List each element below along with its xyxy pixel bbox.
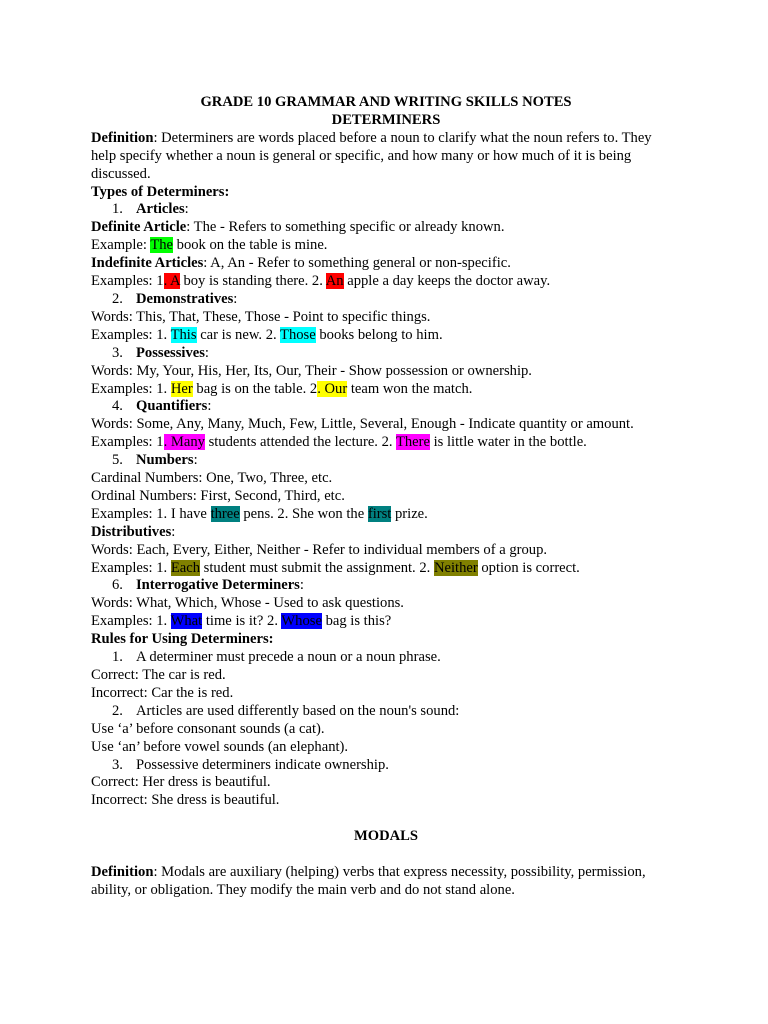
- words-line: Words: This, That, These, Those - Point to specific things.: [91, 308, 431, 325]
- words-line: Words: What, Which, Whose - Used to ask questions.: [91, 595, 404, 612]
- example-text: prize.: [391, 505, 428, 522]
- types-heading: Types of Determiners:: [91, 183, 230, 200]
- list-item-numbers: [91, 452, 681, 470]
- list-number: 5.: [112, 452, 123, 469]
- rule-item: [91, 757, 681, 775]
- list-number: 4.: [112, 398, 123, 415]
- highlight: There: [395, 434, 430, 451]
- document-page: [91, 94, 681, 900]
- example-line: [91, 273, 681, 291]
- incorrect-line: Incorrect: She dress is beautiful.: [91, 792, 280, 809]
- section-heading-determiners: DETERMINERS: [331, 111, 441, 128]
- spacer: [91, 846, 681, 864]
- ordinal-line: Ordinal Numbers: First, Second, Third, etc.: [91, 487, 345, 504]
- example-line: [91, 506, 681, 524]
- definition-text: : Determiners are words placed before a noun to clarify what the noun refers to. They: [153, 129, 652, 146]
- correct-line: Correct: Her dress is beautiful.: [91, 774, 271, 791]
- definition-paragraph: [91, 130, 681, 184]
- spacer: [91, 810, 681, 828]
- rule-item: [91, 703, 681, 721]
- highlight: The: [150, 237, 174, 254]
- list-heading: Interrogative Determiners: [136, 577, 300, 594]
- document-title: GRADE 10 GRAMMAR AND WRITING SKILLS NOTES: [200, 94, 572, 110]
- example-text: Examples: 1.: [91, 613, 171, 630]
- highlight: . Many: [163, 434, 205, 451]
- rule-item: [91, 649, 681, 667]
- colon: :: [184, 201, 189, 218]
- list-heading: Articles: [136, 201, 185, 218]
- indefinite-article-label: Indefinite Articles: [91, 255, 204, 272]
- example-text: pens. 2. She won the: [239, 505, 368, 522]
- colon: :: [233, 290, 238, 307]
- definite-article-text: : The - Refers to something specific or already known.: [186, 219, 505, 236]
- highlight: first: [367, 505, 392, 522]
- definition-text-2: help specify whether a noun is general or specific, and how many or how much of it is being: [91, 147, 632, 164]
- list-number: 6.: [112, 577, 123, 594]
- highlight: . A: [163, 273, 180, 290]
- definition-text-2: ability, or obligation. They modify the main verb and do not stand alone.: [91, 882, 515, 899]
- list-number: 2.: [112, 702, 123, 719]
- example-text: team won the match.: [347, 380, 473, 397]
- example-text: option is correct.: [477, 559, 580, 576]
- highlight: . Our: [317, 380, 348, 397]
- example-text: Examples: 1: [91, 434, 164, 451]
- highlight: Neither: [433, 559, 478, 576]
- example-line: [91, 434, 681, 452]
- example-text: bag is this?: [321, 613, 392, 630]
- words-line: Words: Each, Every, Either, Neither - Refer to individual members of a group.: [91, 541, 548, 558]
- list-number: 1.: [112, 649, 123, 666]
- example-text: Examples: 1.: [91, 559, 171, 576]
- section-heading-modals: MODALS: [353, 828, 419, 845]
- highlight: An: [325, 273, 344, 290]
- example-text: Example:: [91, 237, 151, 254]
- colon: :: [171, 523, 176, 540]
- example-text: apple a day keeps the doctor away.: [343, 273, 551, 290]
- cardinal-line: Cardinal Numbers: One, Two, Three, etc.: [91, 470, 333, 487]
- example-text: book on the table is mine.: [173, 237, 328, 254]
- highlight: Her: [170, 380, 193, 397]
- list-number: 3.: [112, 756, 123, 773]
- list-number: 2.: [112, 290, 123, 307]
- colon: :: [193, 452, 198, 469]
- example-text: books belong to him.: [315, 326, 443, 343]
- list-number: 1.: [112, 201, 123, 218]
- list-heading: Numbers: [136, 452, 194, 469]
- correct-line: Correct: The car is red.: [91, 667, 226, 683]
- distributives-heading-line: [91, 524, 681, 542]
- rules-heading: Rules for Using Determiners:: [91, 631, 274, 648]
- rule-text: Possessive determiners indicate ownership.: [136, 756, 389, 773]
- example-text: car is new. 2.: [196, 326, 281, 343]
- highlight: three: [210, 505, 240, 522]
- highlight: Those: [280, 326, 316, 343]
- highlight: What: [170, 613, 203, 630]
- example-text: time is it? 2.: [202, 613, 282, 630]
- words-line: Words: Some, Any, Many, Much, Few, Little, Several, Enough - Indicate quantity or amount.: [91, 416, 634, 433]
- words-line: Words: My, Your, His, Her, Its, Our, Their - Show possession or ownership.: [91, 362, 532, 379]
- list-item-interrogative: [91, 577, 681, 595]
- example-text: is little water in the bottle.: [429, 434, 587, 451]
- list-heading: Possessives: [136, 344, 205, 361]
- incorrect-line: Incorrect: Car the is red.: [91, 684, 234, 701]
- list-item-quantifiers: [91, 398, 681, 416]
- list-item-articles: [91, 201, 681, 219]
- list-item-demonstratives: [91, 291, 681, 309]
- list-heading: Demonstratives: [136, 290, 234, 307]
- highlight: Whose: [281, 613, 322, 630]
- list-heading: Quantifiers: [136, 398, 208, 415]
- definition-text-3: discussed.: [91, 165, 151, 182]
- highlight: This: [170, 326, 197, 343]
- example-line: [91, 381, 681, 399]
- example-text: boy is standing there. 2.: [179, 273, 326, 290]
- example-text: Examples: 1.: [91, 326, 171, 343]
- list-item-possessives: [91, 345, 681, 363]
- example-line: [91, 237, 681, 255]
- example-line: [91, 327, 681, 345]
- definition-label: Definition: [91, 129, 154, 146]
- definite-article-line: [91, 219, 681, 237]
- rule-text: A determiner must precede a noun or a noun phrase.: [136, 649, 441, 666]
- example-line: [91, 613, 681, 631]
- definition-label: Definition: [91, 864, 154, 881]
- list-number: 3.: [112, 344, 123, 361]
- colon: :: [204, 344, 209, 361]
- usage-line: Use ‘a’ before consonant sounds (a cat).: [91, 720, 325, 737]
- highlight: Each: [170, 559, 201, 576]
- usage-line: Use ‘an’ before vowel sounds (an elephant).: [91, 738, 349, 755]
- rule-text: Articles are used differently based on the noun's sound:: [136, 702, 460, 719]
- colon: :: [207, 398, 212, 415]
- example-text: Examples: 1. I have: [91, 505, 211, 522]
- indefinite-article-line: [91, 255, 681, 273]
- example-text: student must submit the assignment. 2.: [200, 559, 434, 576]
- example-line: [91, 560, 681, 578]
- example-text: bag is on the table. 2: [192, 380, 318, 397]
- definite-article-label: Definite Article: [91, 219, 187, 236]
- example-text: students attended the lecture. 2.: [204, 434, 396, 451]
- list-heading: Distributives: [91, 523, 172, 540]
- modals-definition-paragraph: [91, 864, 681, 900]
- example-text: Examples: 1.: [91, 380, 171, 397]
- indefinite-article-text: : A, An - Refer to something general or non-specific.: [203, 255, 511, 272]
- colon: :: [299, 577, 304, 594]
- definition-text: : Modals are auxiliary (helping) verbs that express necessity, possibility, permission,: [153, 864, 646, 881]
- example-text: Examples: 1: [91, 273, 164, 290]
